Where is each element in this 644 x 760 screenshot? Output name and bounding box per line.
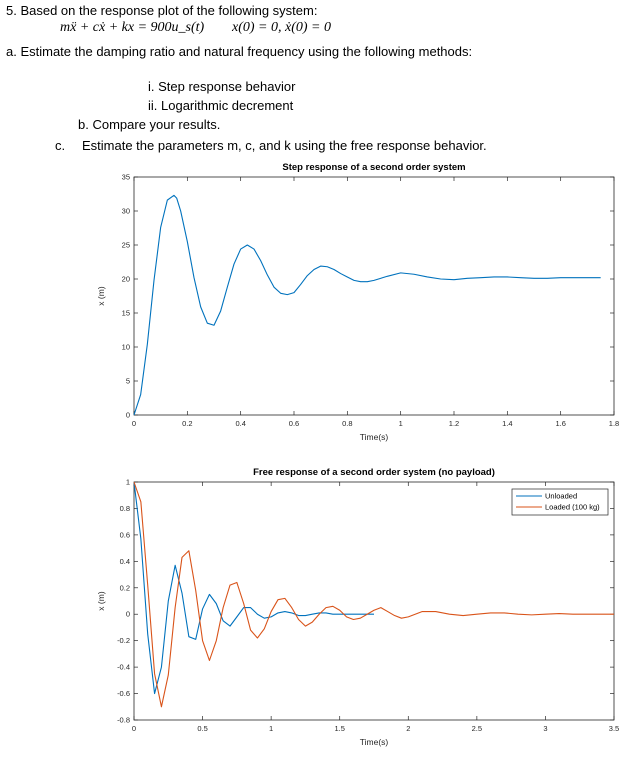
method-ii: ii. Logarithmic decrement [148, 98, 294, 113]
part-c-label: c. [55, 138, 66, 153]
x-tick-label: 0 [131, 724, 137, 733]
x-tick-label: 3.5 [608, 724, 620, 733]
y-tick-label: 0 [125, 609, 130, 619]
x-tick-label: 1 [269, 724, 274, 733]
y-axis-label: x (m) [96, 286, 106, 306]
initial-conditions: x(0) = 0, ẋ(0) = 0 [232, 20, 331, 35]
x-axis-label: Time(s) [359, 432, 389, 442]
y-tick-label: 35 [121, 172, 130, 182]
y-tick-label: 0.2 [119, 583, 130, 593]
y-axis-label: x (m) [96, 591, 106, 611]
y-tick-label: 20 [121, 274, 130, 284]
y-tick-label: -0.8 [117, 715, 130, 725]
x-tick-label: 0.4 [235, 419, 246, 428]
x-tick-label: 0.8 [342, 419, 353, 428]
y-tick-label: 0 [125, 410, 130, 420]
y-tick-label: -0.4 [117, 662, 130, 672]
x-tick-label: 1.4 [502, 419, 513, 428]
x-tick-label: 0 [131, 419, 137, 428]
x-tick-label: 0.6 [288, 419, 300, 428]
equation: mẍ + cẋ + kx = 900u_s(t) [60, 20, 205, 35]
part-c: Estimate the parameters m, c, and k using the free response behavior. [82, 138, 487, 153]
x-tick-label: 1.6 [555, 419, 566, 428]
chart-title: Free response of a second order system (no payload) [253, 467, 495, 478]
plot-area [134, 177, 614, 415]
x-tick-label: 2.5 [471, 724, 483, 733]
problem-heading: 5. Based on the response plot of the following system: [6, 3, 318, 18]
x-tick-label: 1.8 [608, 419, 620, 428]
x-tick-label: 0.5 [197, 724, 208, 733]
free-response-chart [0, 460, 644, 760]
y-tick-label: 1 [125, 477, 130, 487]
y-tick-label: 15 [121, 308, 130, 318]
x-tick-label: 1 [398, 419, 403, 428]
y-tick-label: 0.8 [119, 503, 130, 513]
part-a: a. Estimate the damping ratio and natural frequency using the following methods: [6, 44, 473, 59]
y-tick-label: 30 [121, 206, 130, 216]
x-tick-label: 0.2 [182, 419, 193, 428]
step-response-chart [0, 155, 644, 455]
part-b: b. Compare your results. [78, 117, 221, 132]
y-tick-label: 10 [121, 342, 130, 352]
legend-label: Loaded (100 kg) [545, 502, 600, 512]
x-tick-label: 1.2 [448, 419, 460, 428]
x-tick-label: 1.5 [334, 724, 345, 733]
y-tick-label: 0.4 [119, 556, 130, 566]
x-axis-label: Time(s) [359, 737, 389, 747]
y-tick-label: 0.6 [119, 530, 130, 540]
x-tick-label: 3 [543, 724, 548, 733]
chart-title: Step response of a second order system [282, 162, 466, 173]
x-tick-label: 2 [406, 724, 411, 733]
y-tick-label: -0.6 [117, 689, 130, 699]
method-i: i. Step response behavior [148, 79, 296, 94]
legend-label: Unloaded [545, 491, 578, 501]
y-tick-label: 25 [121, 240, 130, 250]
y-tick-label: -0.2 [117, 636, 130, 646]
y-tick-label: 5 [125, 376, 130, 386]
